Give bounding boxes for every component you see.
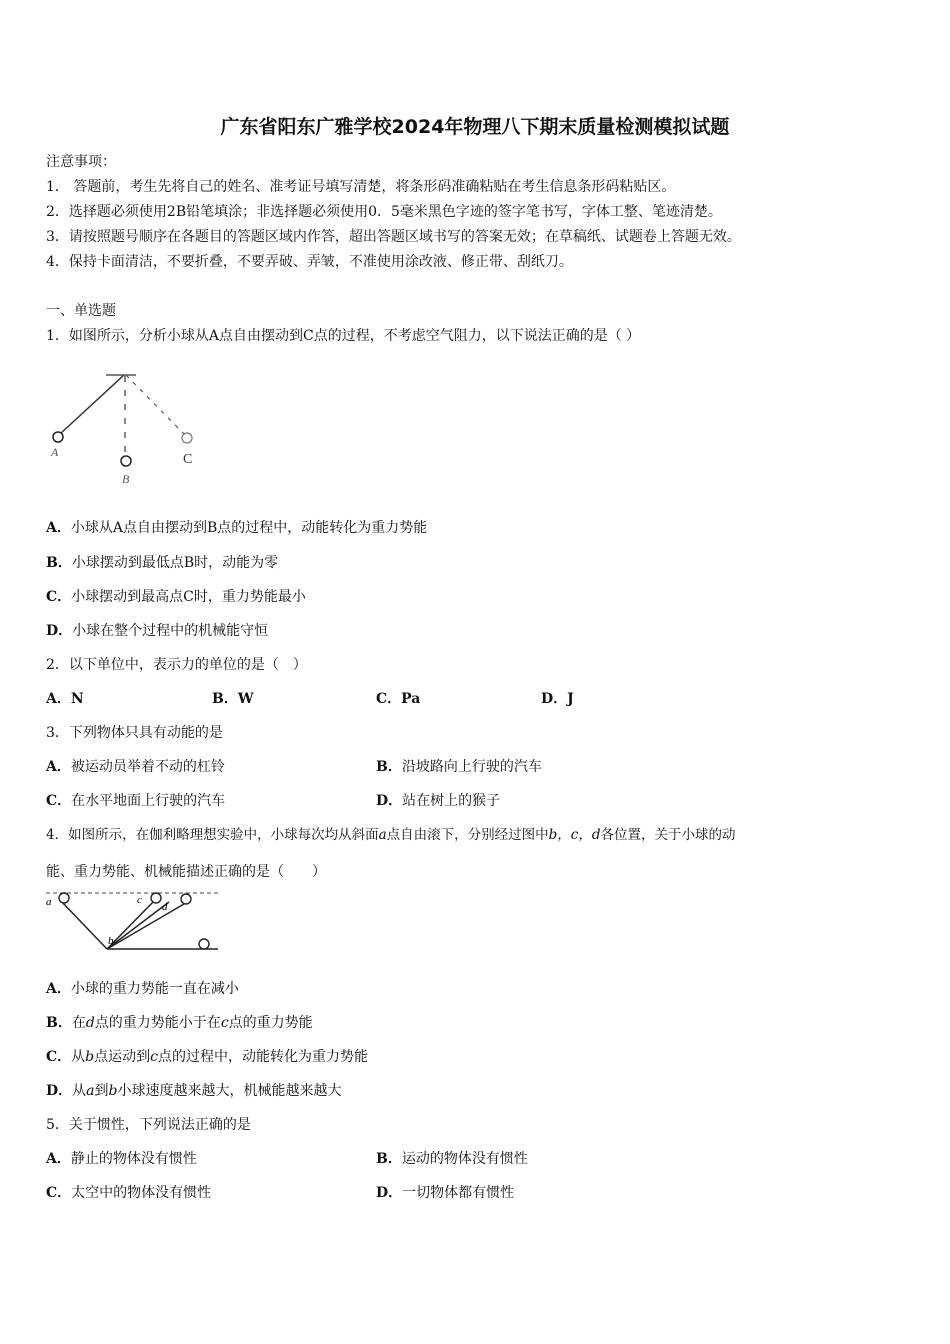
galileo-ramp-figure (44, 886, 224, 956)
label-c: c (137, 894, 142, 906)
q2-option-b[interactable]: B．W (212, 691, 254, 707)
question-4-stem-cont: 能、重力势能、机械能描述正确的是（ ） (46, 864, 326, 880)
q5-option-c[interactable]: C．太空中的物体没有惯性 (46, 1185, 212, 1201)
q4-option-a[interactable]: A．小球的重力势能一直在减小 (46, 981, 239, 997)
q5-option-d[interactable]: D．一切物体都有惯性 (376, 1185, 515, 1201)
notice-item: 4．保持卡面清洁，不要折叠，不要弄破、弄皱，不准使用涂改液、修正带、刮纸刀。 (46, 254, 573, 270)
notice-item: 2．选择题必须使用2B铅笔填涂；非选择题必须使用0．5毫米黑色字迹的签字笔书写，字体工整、笔迹清楚。 (46, 204, 722, 220)
q5-option-a[interactable]: A．静止的物体没有惯性 (46, 1151, 197, 1167)
label-b: B (122, 472, 130, 486)
section-heading: 一、单选题 (46, 303, 116, 319)
pendulum-string-c (126, 375, 184, 434)
incline-d (107, 902, 169, 949)
question-5-stem: 5．关于惯性，下列说法正确的是 (46, 1117, 251, 1133)
ball-c (151, 893, 161, 903)
q2-option-a[interactable]: A．N (46, 691, 84, 707)
ball-c (182, 433, 192, 443)
q1-option-d[interactable]: D．小球在整个过程中的机械能守恒 (46, 623, 269, 639)
q5-option-b[interactable]: B．运动的物体没有惯性 (376, 1151, 528, 1167)
label-c: C (183, 452, 193, 467)
q2-option-c[interactable]: C．Pa (376, 691, 421, 707)
q4-option-c[interactable]: C．从b点运动到c点的过程中，动能转化为重力势能 (46, 1049, 368, 1065)
page-title: 广东省阳东广雅学校2024年物理八下期末质量检测模拟试题 (220, 116, 730, 138)
label-d: d (162, 901, 168, 913)
question-3-stem: 3．下列物体只具有动能的是 (46, 725, 223, 741)
question-4-stem: 4．如图所示，在伽利略理想实验中，小球每次均从斜面a点自由滚下，分别经过图中b，c，d各位置，关于小球的动 (46, 827, 736, 843)
q3-option-c[interactable]: C．在水平地面上行驶的汽车 (46, 793, 226, 809)
question-2-stem: 2．以下单位中，表示力的单位的是（ ） (46, 657, 307, 673)
ball-b (121, 456, 131, 466)
pendulum-string-a (60, 375, 124, 434)
q2-option-d[interactable]: D．J (541, 691, 574, 707)
q1-option-a[interactable]: A．小球从A点自由摆动到B点的过程中，动能转化为重力势能 (46, 520, 428, 536)
q4-option-b[interactable]: B．在d点的重力势能小于在c点的重力势能 (46, 1015, 313, 1031)
question-1-stem: 1．如图所示，分析小球从A点自由摆动到C点的过程，不考虑空气阻力，以下说法正确的是（ ） (46, 328, 641, 344)
label-a: a (46, 896, 52, 908)
incline-left (60, 900, 107, 949)
q4-option-d[interactable]: D．从a到b小球速度越来越大，机械能越来越大 (46, 1083, 342, 1099)
label-b: b (108, 935, 114, 947)
q3-option-b[interactable]: B．沿坡路向上行驶的汽车 (376, 759, 542, 775)
ball-ground (199, 939, 209, 949)
ball-d (181, 894, 191, 904)
q3-option-a[interactable]: A．被运动员举着不动的杠铃 (46, 759, 225, 775)
label-a: A (51, 445, 59, 459)
q1-option-c[interactable]: C．小球摆动到最高点C时，重力势能最小 (46, 589, 306, 605)
ball-a (53, 432, 63, 442)
q3-option-d[interactable]: D．站在树上的猴子 (376, 793, 501, 809)
ball-a (59, 893, 69, 903)
notice-item: 1． 答题前，考生先将自己的姓名、准考证号填写清楚，将条形码准确粘贴在考生信息条形码粘贴区。 (46, 179, 676, 195)
notice-item: 3．请按照题号顺序在各题目的答题区域内作答，超出答题区域书写的答案无效；在草稿纸、试题卷上答题无效。 (46, 229, 741, 245)
pendulum-figure (44, 362, 204, 486)
q1-option-b[interactable]: B．小球摆动到最低点B时，动能为零 (46, 555, 279, 571)
notice-heading: 注意事项： (46, 154, 116, 170)
